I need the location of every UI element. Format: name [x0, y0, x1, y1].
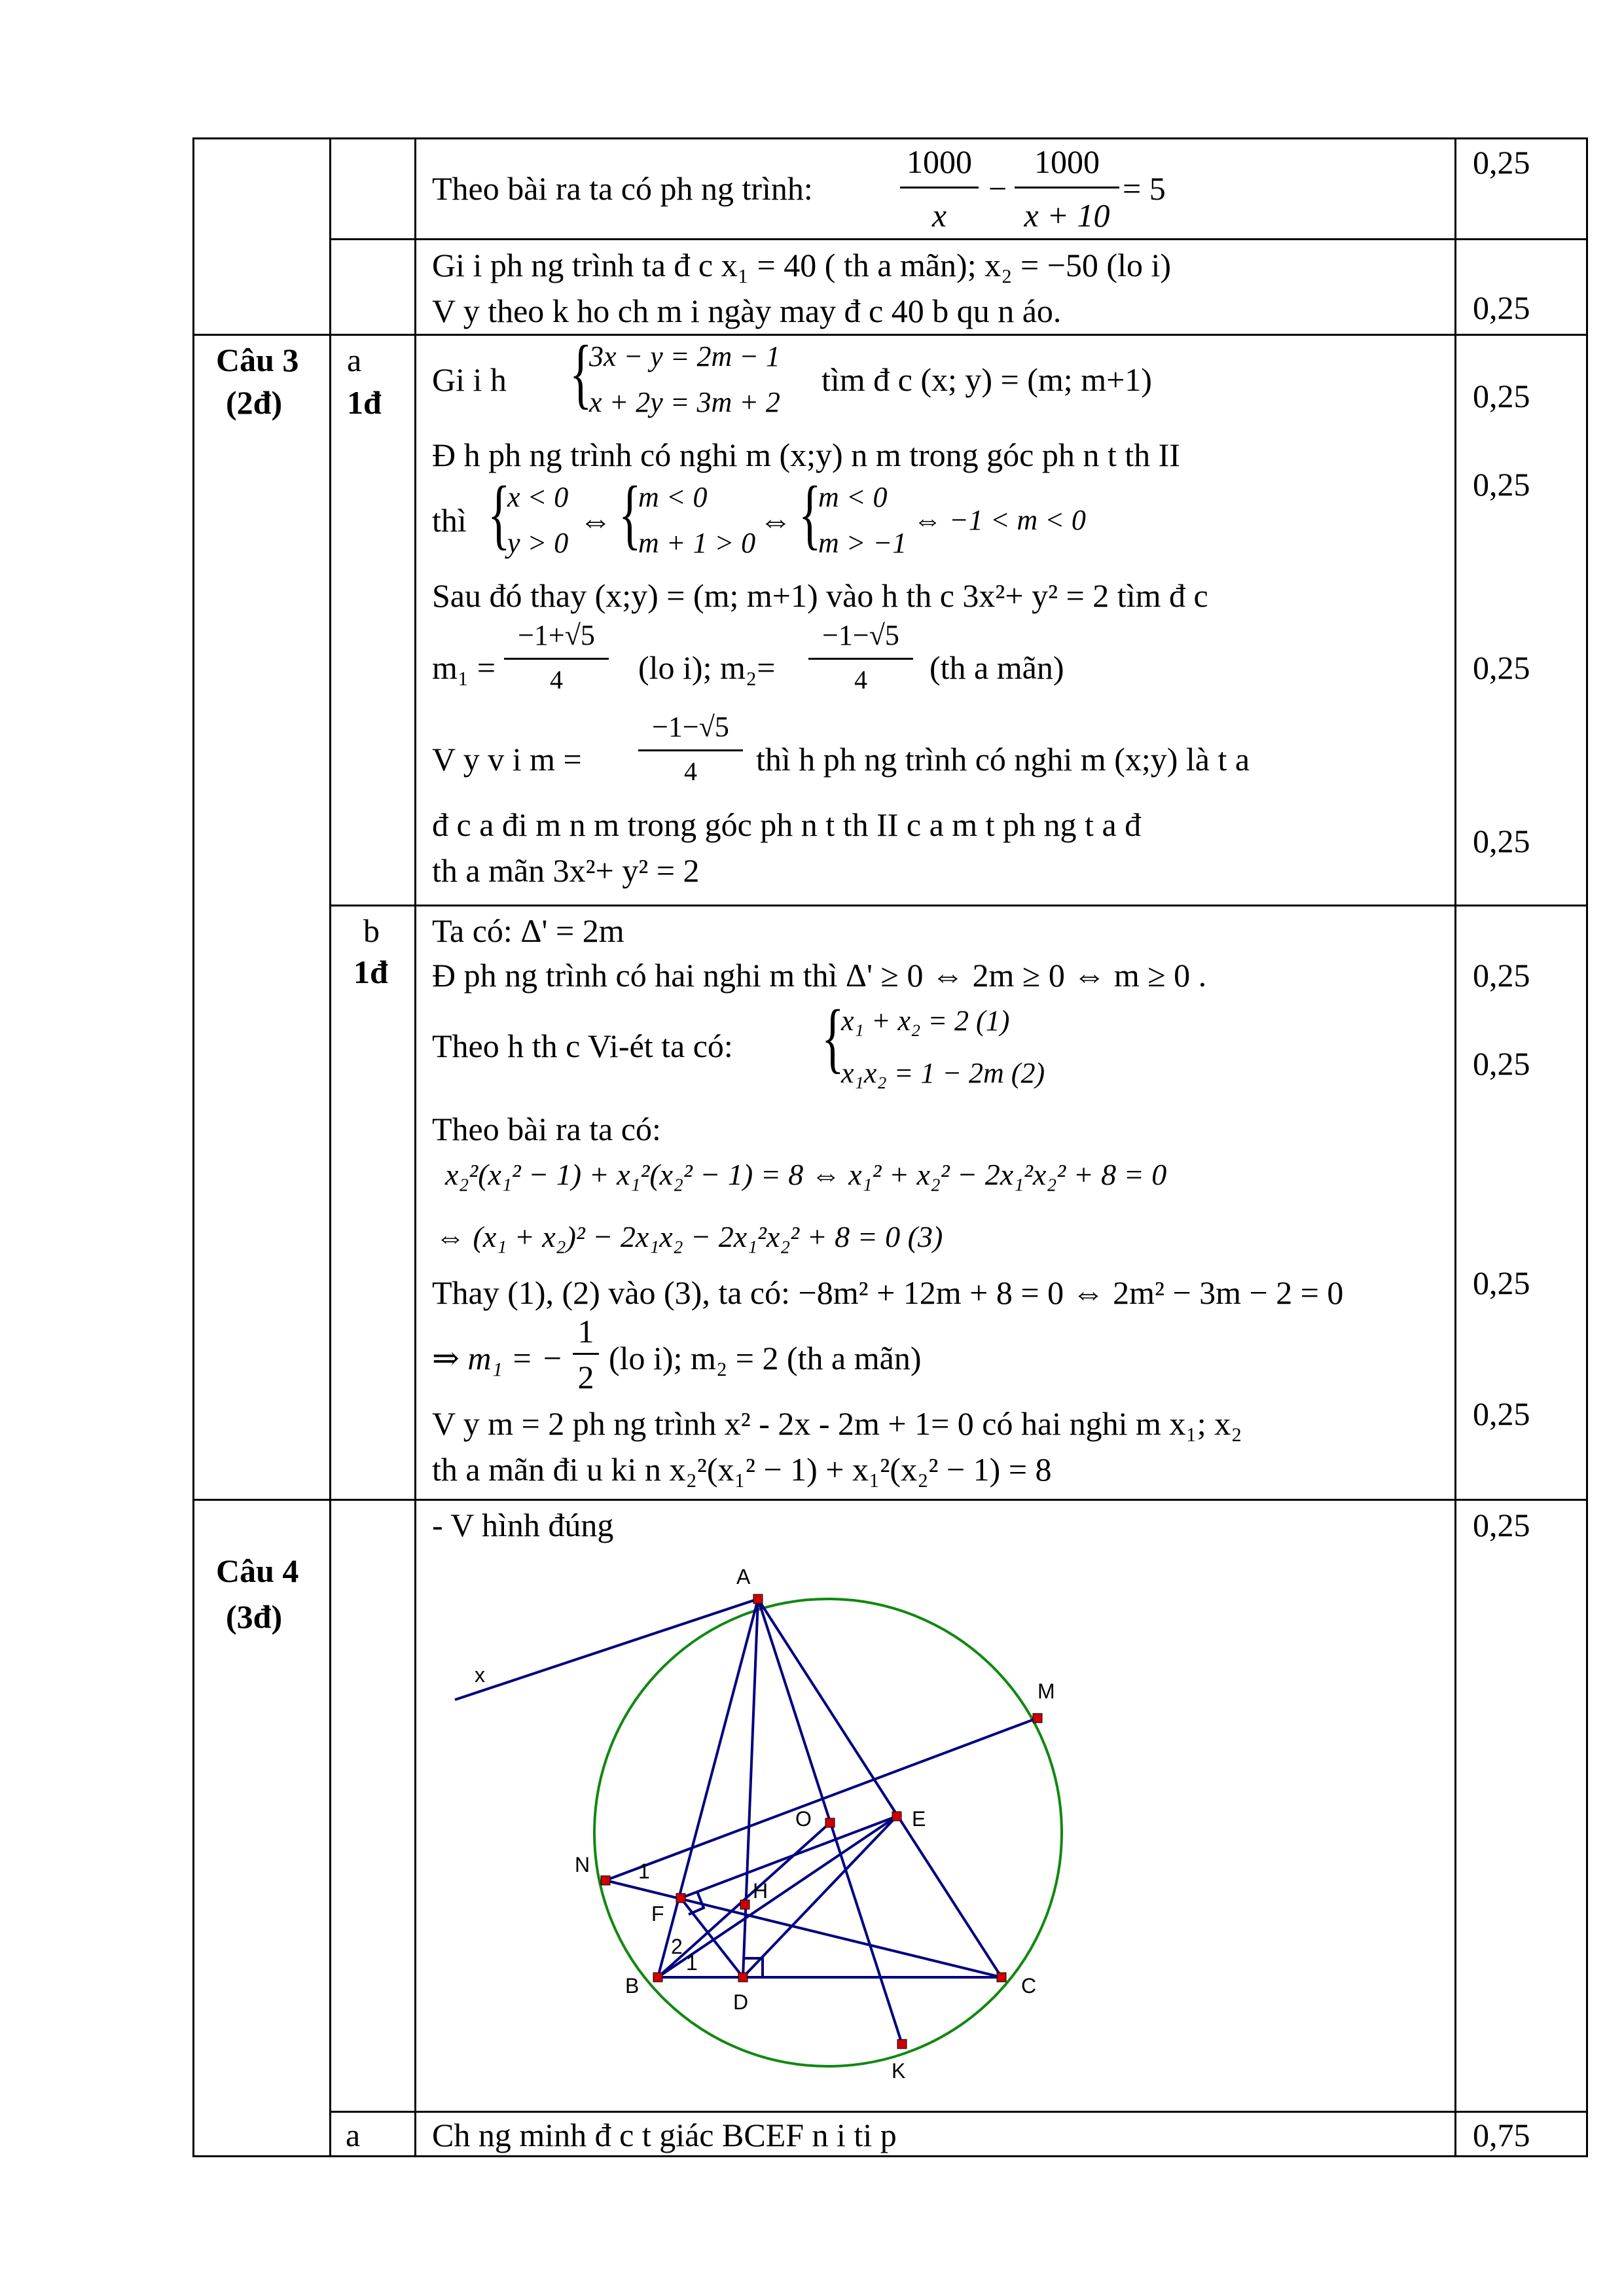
3a-cond1b: y > 0 [507, 527, 569, 559]
4-draw-text: - V hình đúng [432, 1507, 614, 1543]
minus-sign: − [988, 170, 1007, 207]
label-N: N [575, 1853, 590, 1876]
fraction-m2 [808, 619, 913, 710]
point-N [601, 1876, 610, 1885]
system-brace: { [569, 329, 592, 416]
segment-NC [605, 1880, 1001, 1977]
point-K [897, 2039, 907, 2049]
3a-solve-result: tìm đ c (x; y) = (m; m+1) [821, 361, 1152, 398]
conclusion-text: V y theo k ho ch m i ngày may đ c 40 b qu n áo. [432, 293, 1062, 329]
part-3a-points: 1đ [347, 384, 382, 421]
fraction-numerator: −1+√5 [518, 619, 595, 651]
3a-cond4: ⇔ −1 < m < 0 [913, 504, 1086, 536]
segment-AD [743, 1599, 758, 1977]
geometry-figure [425, 1551, 1447, 2101]
3a-final-text-1b: thì h ph ng trình có nghi m (x;y) là t a [756, 741, 1250, 778]
point-B [653, 1973, 662, 1982]
3b-conclusion-1: V y m = 2 ph ng trình x² - 2x - 2m + 1= 0 có hai nghi m x₁; x₂ [432, 1405, 1242, 1442]
part-3a-label: a [347, 342, 362, 378]
label-M: M [1038, 1679, 1055, 1703]
3a-cond2a: m < 0 [638, 481, 708, 513]
3a-final-text-3: th a mãn 3x²+ y² = 2 [432, 852, 700, 889]
fraction-bar [504, 658, 609, 660]
3a-m1-label: m₁ = [432, 649, 496, 686]
point-M [1033, 1713, 1042, 1723]
3b-roots-prefix: ⇒ m₁ = − [432, 1340, 564, 1376]
3a-cond1a: x < 0 [507, 481, 569, 513]
fraction-denominator: 4 [684, 757, 697, 786]
3a-system-eq2: x + 2y = 3m + 2 [589, 386, 780, 418]
equation-rhs: = 5 [1123, 170, 1166, 207]
3a-cond3b: m > −1 [818, 527, 907, 559]
system-brace: { [821, 994, 844, 1081]
segment-FE [681, 1816, 897, 1898]
point-D [738, 1973, 748, 1982]
system-brace: { [799, 470, 821, 557]
point-F [676, 1893, 685, 1903]
label-A: A [736, 1565, 751, 1588]
table-col-line-3 [1454, 137, 1456, 2157]
fraction-denominator: x [931, 197, 947, 234]
3a-cond2b: m + 1 > 0 [638, 527, 756, 559]
fraction-m1 [504, 619, 609, 710]
3a-cond3a: m < 0 [818, 481, 888, 513]
score-3b-1: 0,25 [1473, 957, 1530, 994]
part-3b-points: 1đ [353, 954, 388, 990]
table-row-line-4 [192, 1499, 1588, 1501]
question-4-points: (3đ) [226, 1598, 283, 1635]
table-row-line-3 [329, 905, 1588, 906]
question-3-label: Câu 3 [216, 342, 299, 378]
tangent-line-x [455, 1599, 758, 1700]
label-angle-N1: 1 [638, 1859, 650, 1883]
segment-NM [605, 1718, 1038, 1880]
system-brace: { [488, 470, 511, 557]
label-C: C [1021, 1974, 1037, 1998]
3a-iff-1: ⇔ [579, 502, 612, 539]
3a-condition-text: Đ h ph ng trình có nghi m (x;y) n m trong góc ph n t th II [432, 437, 1180, 473]
fraction-denominator: x + 10 [1024, 197, 1110, 234]
label-B: B [625, 1974, 640, 1998]
table-border-left [192, 137, 194, 2157]
question-4-label: Câu 4 [216, 1552, 299, 1589]
4a-text: Ch ng minh đ c t giác BCEF n i ti p [432, 2117, 897, 2153]
fraction-numerator: 1 [577, 1313, 594, 1350]
score-intro-2: 0,25 [1473, 289, 1530, 326]
3b-conclusion-2: th a mãn đi u ki n x₂²(x₁² − 1) + x₁²(x₂² − 1) = 8 [432, 1451, 1052, 1488]
score-4-1: 0,25 [1473, 1507, 1530, 1543]
3a-iff-2: ⇔ [759, 502, 792, 539]
fraction-bar [808, 658, 913, 660]
fraction-bar [573, 1353, 599, 1355]
3b-eq1: x₂²(x₁² − 1) + x₁²(x₂² − 1) = 8 ⇔ x₁² + x₂² − 2x₁²x₂² + 8 = 0 [445, 1158, 1167, 1191]
fraction-1000-over-x [900, 143, 979, 241]
point-A [753, 1594, 763, 1604]
point-H [740, 1900, 749, 1909]
segment-AC [758, 1599, 1001, 1977]
table-border-bottom [192, 2155, 1588, 2157]
fraction-denominator: 4 [854, 665, 867, 694]
3b-condition: Đ ph ng trình có hai nghi m thì Δ' ≥ 0 ⇔ 2m ≥ 0 ⇔ m ≥ 0 . [432, 957, 1207, 994]
fraction-bar [900, 187, 979, 188]
3b-given: Theo bài ra ta có: [432, 1111, 661, 1147]
table-row-line-2 [192, 334, 1588, 336]
fraction-numerator: −1−√5 [822, 619, 899, 651]
label-E: E [912, 1807, 926, 1831]
3b-roots-suffix: (lo i); m₂ = 2 (th a mãn) [609, 1340, 922, 1376]
3a-substitute-text: Sau đó thay (x;y) = (m; m+1) vào h th c 3x²+ y² = 2 tìm đ c [432, 577, 1208, 614]
3b-delta: Ta có: Δ' = 2m [432, 912, 624, 949]
solve-text: Gi i ph ng trình ta đ c x₁ = 40 ( th a mãn); x₂ = −50 (lo i) [432, 247, 1172, 283]
score-3a-3: 0,25 [1473, 649, 1530, 686]
3a-m1-note: (lo i); m₂= [638, 649, 776, 686]
score-3b-3: 0,25 [1473, 1265, 1530, 1301]
3a-solve-prefix: Gi i h [432, 361, 507, 398]
fraction-numerator: 1000 [907, 143, 972, 180]
3a-system-eq1: 3x − y = 2m − 1 [589, 340, 780, 372]
fraction-denominator: 2 [577, 1359, 594, 1395]
fraction-denominator: 4 [550, 665, 563, 694]
score-intro-1: 0,25 [1473, 144, 1530, 181]
point-O [825, 1818, 835, 1827]
score-3a-4: 0,25 [1473, 823, 1530, 859]
fraction-numerator: 1000 [1034, 143, 1100, 180]
fraction-numerator: −1−√5 [652, 711, 729, 743]
score-3b-4: 0,25 [1473, 1395, 1530, 1432]
3a-thi: thì [432, 502, 467, 539]
3a-final-text-2: đ c a đi m n m trong góc ph n t th II c a m t ph ng t a đ [432, 806, 1142, 843]
3b-viet-text: Theo h th c Vi-ét ta có: [432, 1028, 733, 1064]
table-border-top [192, 137, 1588, 139]
fraction-half [573, 1312, 599, 1404]
3b-viet-eq1: x₁ + x₂ = 2 (1) [841, 1005, 1010, 1037]
table-col-line-1 [329, 137, 331, 2157]
table-col-line-2 [414, 137, 416, 2157]
fraction-1000-over-x-plus-10 [1015, 143, 1119, 241]
table-border-right [1586, 137, 1588, 2157]
label-angle-F2: 2 [671, 1935, 683, 1958]
point-C [997, 1973, 1006, 1982]
3b-viet-eq2: x₁x₂ = 1 − 2m (2) [841, 1057, 1045, 1089]
3b-substitute: Thay (1), (2) vào (3), ta có: −8m² + 12m + 8 = 0 ⇔ 2m² − 3m − 2 = 0 [432, 1274, 1344, 1311]
label-K: K [892, 2059, 906, 2083]
3a-final-text-1: V y v i m = [432, 741, 582, 778]
3b-eq2: ⇔ (x₁ + x₂)² − 2x₁x₂ − 2x₁²x₂² + 8 = 0 (3) [435, 1220, 943, 1253]
label-O: O [795, 1807, 812, 1831]
label-D: D [733, 1990, 749, 2014]
table-row-line-5 [329, 2111, 1588, 2113]
part-3b-label: b [363, 912, 380, 949]
3a-m2-note: (th a mãn) [929, 649, 1064, 686]
label-H: H [753, 1879, 768, 1903]
fraction-bar [1015, 187, 1119, 188]
score-3a-2: 0,25 [1473, 466, 1530, 503]
score-3a-1: 0,25 [1473, 378, 1530, 414]
equation-intro-text: Theo bài ra ta có ph ng trình: [432, 170, 813, 207]
score-4a: 0,75 [1473, 2117, 1530, 2153]
fraction-bar [638, 749, 743, 751]
question-3-points: (2đ) [226, 384, 283, 421]
system-brace: { [619, 470, 641, 557]
label-angle-F1: 1 [686, 1951, 698, 1975]
point-E [892, 1812, 901, 1821]
label-x: x [475, 1663, 485, 1687]
part-4a-label: a [346, 2117, 361, 2153]
fraction-final [638, 710, 743, 802]
circumcircle-O [594, 1599, 1062, 2066]
label-F: F [651, 1902, 664, 1926]
score-3b-2: 0,25 [1473, 1045, 1530, 1082]
